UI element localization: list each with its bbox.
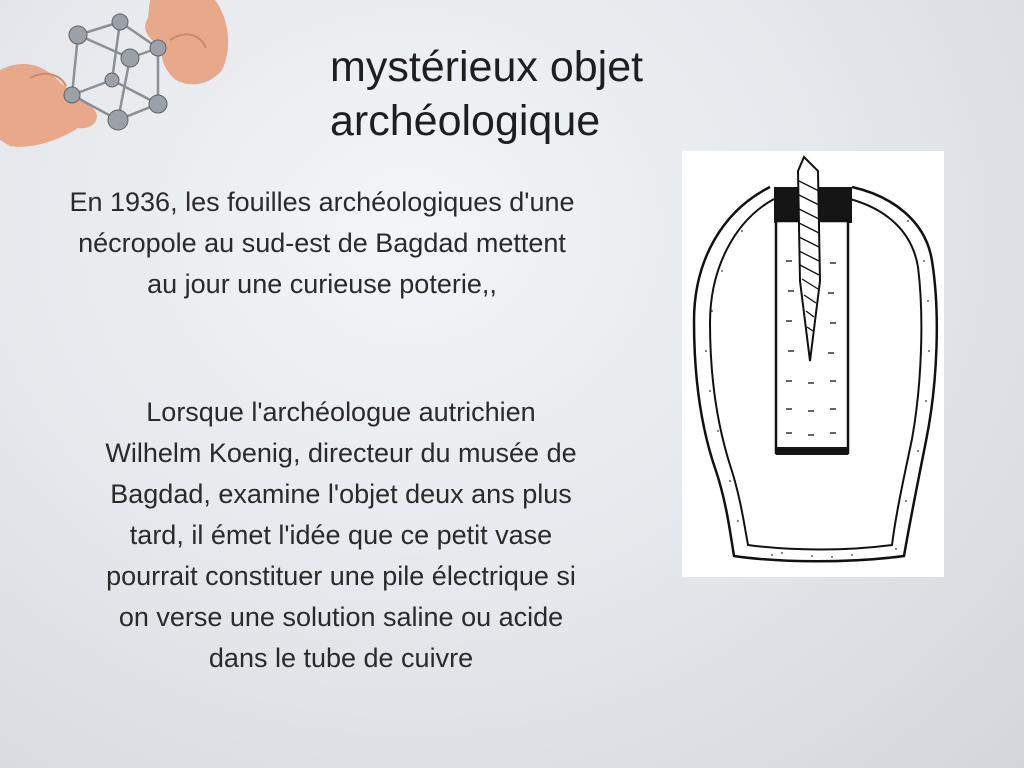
- molecule-hands-image: [0, 0, 240, 160]
- battery-diagram-image: [682, 151, 944, 577]
- paragraph-hypothesis: Lorsque l'archéologue autrichien Wilhelm Koenig, directeur du musée de Bagdad, examine l'objet deux ans plus tard, il émet l'idée que ce petit vase pourrait constituer une pile électrique si on verse une solution saline ou acide dans le tube de cuivre: [105, 397, 577, 673]
- slide-title: [330, 40, 770, 148]
- paragraph-discovery: En 1936, les fouilles archéologiques d'une nécropole au sud-est de Bagdad mettent au jour une curieuse poterie,,: [69, 187, 575, 299]
- cylinder-bottom: [776, 447, 848, 455]
- battery-drawing: [682, 151, 944, 577]
- hand-left: [0, 64, 97, 147]
- title-line-2: archéologique: [330, 97, 601, 145]
- title-line-1: mystérieux objet: [330, 43, 644, 91]
